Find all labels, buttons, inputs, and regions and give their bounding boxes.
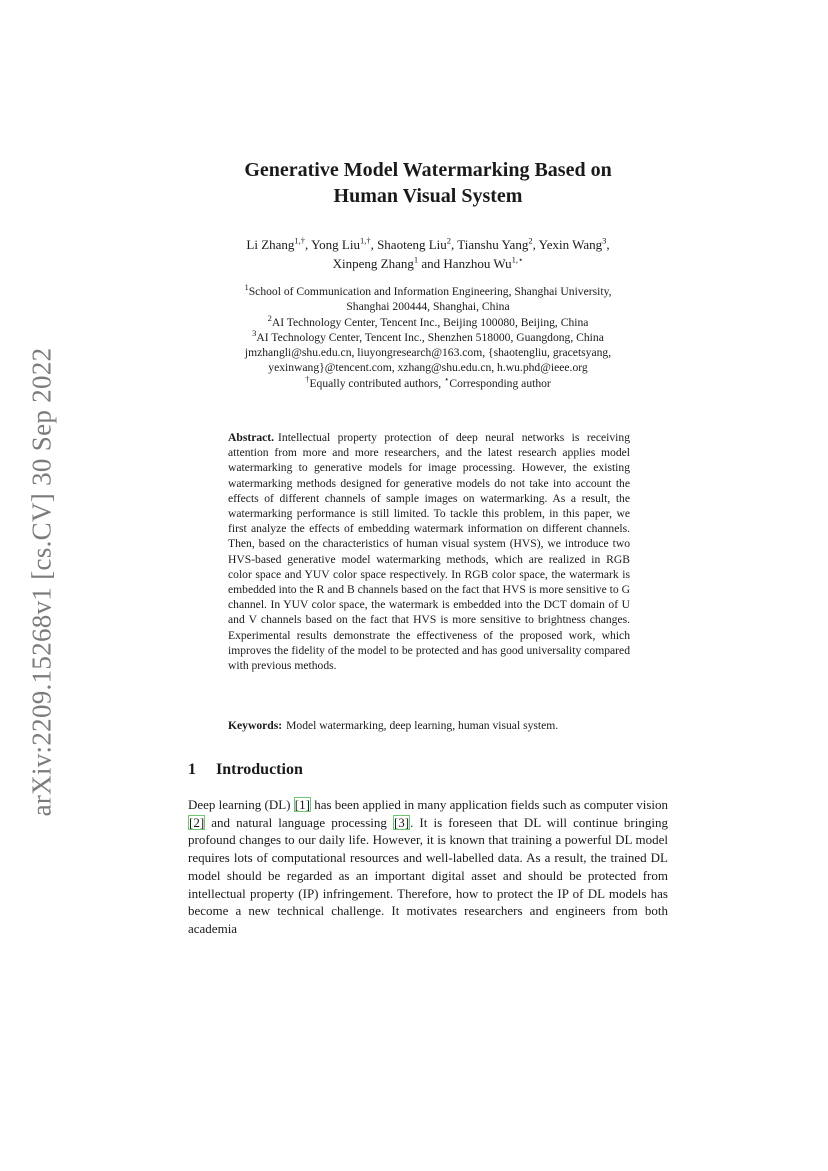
author: Xinpeng Zhang$^1$	[332, 254, 419, 271]
arxiv-identifier-stamp: arXiv:2209.15268v1 [cs.CV] 30 Sep 2022	[26, 347, 57, 817]
section-title: Introduction	[216, 761, 303, 778]
affiliation-1-line-1: $^1$School of Communication and Information Engineering, Shanghai University,	[244, 282, 612, 298]
affiliation-1-line-2: Shanghai 200444, Shanghai, China	[346, 300, 510, 314]
keywords-label: Keywords:	[228, 719, 283, 732]
section-heading-introduction	[188, 760, 303, 780]
contribution-note: †Equally contributed authors, ⋆Corresponding author	[305, 373, 551, 390]
affiliation-3: $^3$AI Technology Center, Tencent Inc., Shenzhen 518000, Guangdong, China	[252, 328, 604, 344]
abstract	[228, 430, 630, 673]
abstract-label: Abstract.	[228, 431, 275, 444]
author-list: Li Zhang$^{1,\dagger}$, Yong Liu$^{1,\dagger}$, Shaoteng Liu$^2$, Tianshu Yang$^2$, Yexin Wang$^3$, Xinpeng Zhang$^1$ and Hanzhou $Wu^{1,⋆}$	[246, 235, 610, 271]
citation-link-2[interactable]: [2]	[189, 814, 205, 830]
title-line-1: Generative Model Watermarking Based on	[244, 159, 612, 181]
author: Tianshu Yang$^2$	[457, 235, 533, 252]
introduction-paragraph: Deep learning (DL) [1] has been applied in many application fields such as computer vision [2] and natural language processing [3]. It is foreseen that DL will continue bringing profound changes to our daily life. However, it is known that training a powerful DL model requires lots of computational resources and well-labelled data. As a result, the trained DL model should be regarded as an important digital asset and should be protected from intellectual property (IP) infringement. Therefore, how to protect the IP of DL models has become a new technical challenge. It motivates researchers and engineers from both academia	[188, 797, 668, 936]
citation-link-3[interactable]: [3]	[393, 814, 410, 830]
title-line-2: Human Visual System	[333, 185, 523, 207]
keywords	[228, 718, 630, 733]
author: Hanzhou $Wu^{1,⋆}$	[443, 254, 524, 271]
abstract-text: Intellectual property protection of deep neural networks is receiving attention from more and more researchers, and the latest research applies model watermarking to generative models for image processing. However, the existing watermarking methods designed for generative models do not take into account the effects of different channels of sample images on watermarking. As a result, the watermarking performance is still limited. To tackle this problem, in this paper, we first analyze the effects of embedding watermark information on different channels. Then, based on the characteristics of human visual system (HVS), we introduce two HVS-based generative model watermarking methods, which are realized in RGB color space and YUV color space respectively. In RGB color space, the watermark is embedded into the R and B channels based on the fact that HVS is more sensitive to G channel. In YUV color space, the watermark is embedded into the DCT domain of U and V channels based on the fact that HVS is more sensitive to brightness changes. Experimental results demonstrate the effectiveness of the proposed work, which improves the fidelity of the model to be protected and has good universality compared with previous methods.	[228, 431, 630, 673]
author: Yexin Wang$^3$	[538, 235, 607, 252]
author: Yong Liu$^{1,\dagger}$	[311, 235, 371, 252]
author: Li Zhang$^{1,\dagger}$	[246, 235, 306, 252]
paper-title	[170, 157, 686, 209]
citation-link-1[interactable]: [1]	[294, 797, 310, 812]
author-emails-line-1: jmzhangli@shu.edu.cn, liuyongresearch@163.com, {shaotengliu, gracetsyang,	[244, 346, 612, 360]
affiliations	[170, 284, 686, 391]
author-emails-line-2: yexinwang}@tencent.com, xzhang@shu.edu.cn, h.wu.phd@ieee.org	[268, 361, 588, 375]
section-number: 1	[188, 761, 196, 778]
author: Shaoteng Liu$^2$	[377, 235, 452, 252]
affiliation-2: $^2$AI Technology Center, Tencent Inc., Beijing 100080, Beijing, China	[267, 312, 589, 329]
keywords-text: Model watermarking, deep learning, human visual system.	[286, 719, 559, 732]
